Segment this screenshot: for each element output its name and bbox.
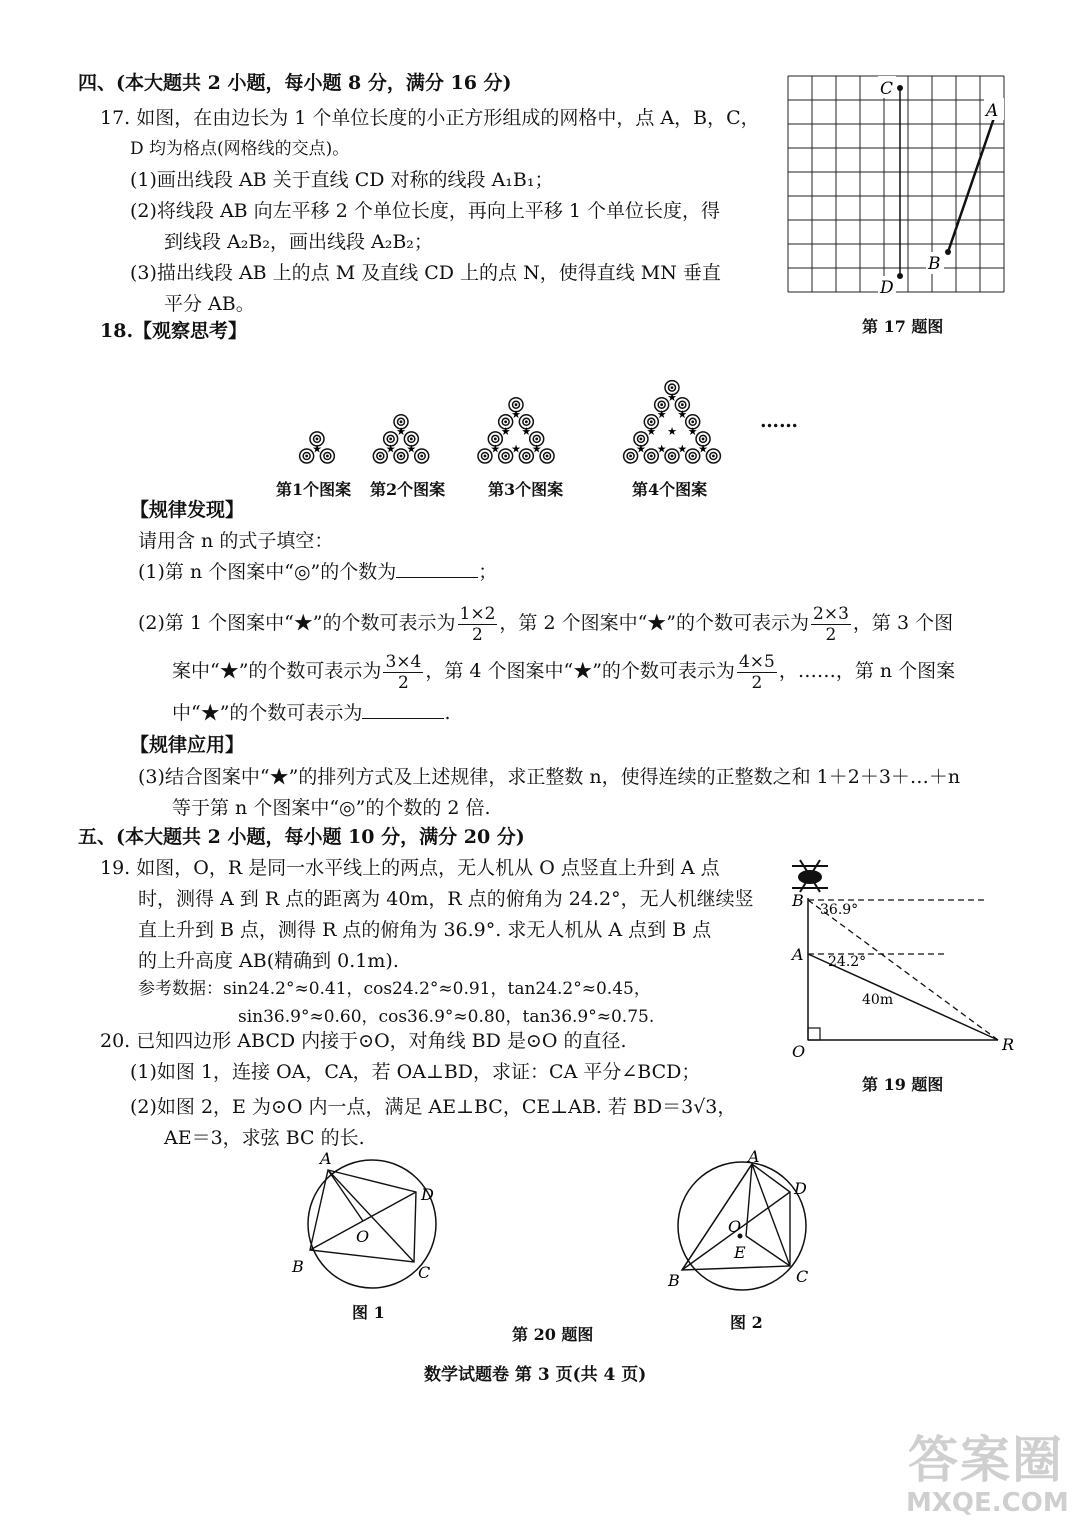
point-c <box>897 85 903 91</box>
label-a: A <box>748 1148 760 1166</box>
label-a: A <box>986 101 999 121</box>
q17-figure-caption: 第 17 题图 <box>862 317 944 336</box>
svg-text:★: ★ <box>667 391 677 405</box>
q18-part2-line3: 中“★”的个数可表示为 . <box>172 702 451 724</box>
point-b <box>945 249 951 255</box>
label-a: A <box>320 1149 332 1168</box>
q20-part2-cont: AE＝3，求弦 BC 的长. <box>164 1127 365 1149</box>
discover-heading: 【规律发现】 <box>130 499 245 521</box>
q18-part2-line2: 案中“★”的个数可表示为 $\frac{3\times 4}{2}$ ，第 4 个图案中“★”的个数可表示为 $\frac{4\times 5}{2}$ ，……，第 n 个图案 <box>172 651 956 693</box>
fraction-4: $\frac{4\times 5}{2}$ <box>738 651 775 693</box>
watermark-url: MXQE.COM <box>906 1488 1069 1518</box>
section-4-heading: 四、(本大题共 2 小题，每小题 8 分，满分 16 分) <box>78 72 512 94</box>
q18-part3-cont: 等于第 n 个图案中“◎”的个数的 2 倍. <box>172 797 491 819</box>
svg-text:★: ★ <box>490 442 501 456</box>
q20-part2: (2)如图 2，E 为⊙O 内一点，满足 AE⊥BC，CE⊥AB. 若 BD＝3√3， <box>130 1096 737 1118</box>
q20-figure-caption: 第 20 题图 <box>512 1325 594 1344</box>
label-r: R <box>1002 1035 1015 1054</box>
svg-text:★: ★ <box>500 425 511 439</box>
distance-label: 40m <box>862 992 894 1008</box>
answer-blank-2[interactable] <box>362 700 444 719</box>
q19-line1: 19. 如图，O，R 是同一水平线上的两点，无人机从 O 点竖直上升到 A 点 <box>100 857 720 879</box>
pattern-caption-3: 第3个图案 <box>488 480 564 499</box>
label-b: B <box>792 891 804 910</box>
svg-text:★: ★ <box>646 425 657 439</box>
svg-text:★: ★ <box>698 442 708 456</box>
q17-part2: (2)将线段 AB 向左平移 2 个单位长度，再向上平移 1 个单位长度，得 <box>130 200 721 222</box>
q17-line2: D 均为格点(网格线的交点)。 <box>130 139 350 159</box>
q19-line4: 的上升高度 AB(精确到 0.1m). <box>138 950 399 972</box>
q19-figure-caption: 第 19 题图 <box>862 1075 944 1094</box>
label-a: A <box>792 945 804 964</box>
watermark-logo: 答案圈 <box>908 1431 1064 1489</box>
q17-line1: 17. 如图，在由边长为 1 个单位长度的小正方形组成的网格中，点 A，B，C， <box>100 107 760 129</box>
label-b: B <box>928 254 941 274</box>
q19-reference-data-2: sin36.9°≈0.60，cos36.9°≈0.80，tan36.9°≈0.75. <box>238 1007 655 1027</box>
page-footer: 数学试题卷 第 3 页(共 4 页) <box>424 1365 647 1385</box>
label-d: D <box>421 1185 434 1204</box>
svg-text:★: ★ <box>667 425 677 439</box>
svg-text:★: ★ <box>511 408 521 422</box>
q20-figure-1 <box>280 1148 460 1298</box>
figure-1-caption: 图 1 <box>352 1303 385 1322</box>
q20-figure-2 <box>660 1148 830 1298</box>
q19-line2: 时，测得 A 到 R 点的距离为 40m，R 点的俯角为 24.2°，无人机继续竖 <box>138 888 754 910</box>
q18-instruction: 请用含 n 的式子填空： <box>138 530 334 552</box>
svg-text:★: ★ <box>656 408 667 422</box>
section-5-heading: 五、(本大题共 2 小题，每小题 10 分，满分 20 分) <box>78 826 525 848</box>
svg-text:★: ★ <box>406 442 417 456</box>
fraction-3: $\frac{3\times 4}{2}$ <box>385 651 422 693</box>
label-c: C <box>880 79 894 99</box>
svg-text:★: ★ <box>385 442 396 456</box>
angle-label-1: 36.9° <box>820 902 859 918</box>
q17-part2-cont: 到线段 A₂B₂，画出线段 A₂B₂； <box>164 231 433 253</box>
q19-figure <box>770 850 1030 1070</box>
q18-patterns <box>270 340 830 500</box>
pattern-caption-4: 第4个图案 <box>632 480 708 499</box>
drone-icon <box>792 860 828 892</box>
label-o: O <box>792 1042 806 1061</box>
pattern-caption-2: 第2个图案 <box>370 480 446 499</box>
label-c: C <box>418 1263 431 1282</box>
q18-part2-line1: (2)第 1 个图案中“★”的个数可表示为 $\frac{1\times 2}{2}$ ，第 2 个图案中“★”的个数可表示为 $\frac{2\times 3}{2}$ ，第 3 个图 <box>138 603 954 645</box>
figure-2-caption: 图 2 <box>730 1313 763 1332</box>
q17-part1: (1)画出线段 AB 关于直线 CD 对称的线段 A₁B₁； <box>130 169 554 191</box>
fraction-2: $\frac{2\times 3}{2}$ <box>813 603 849 645</box>
q17-grid-figure <box>780 68 1030 304</box>
label-d: D <box>794 1179 807 1198</box>
q17-part3-cont: 平分 AB。 <box>164 293 255 315</box>
label-b: B <box>292 1257 304 1276</box>
point-d <box>897 273 903 279</box>
label-c: C <box>796 1267 809 1286</box>
svg-text:★: ★ <box>531 442 542 456</box>
answer-blank-1[interactable] <box>396 559 478 578</box>
q18-part1: (1)第 n 个图案中“◎”的个数为 ； <box>138 561 498 583</box>
q20-line1: 20. 已知四边形 ABCD 内接于⊙O，对角线 BD 是⊙O 的直径. <box>100 1030 627 1052</box>
svg-text:★: ★ <box>677 442 688 456</box>
q19-line3: 直上升到 B 点，测得 R 点的俯角为 36.9°. 求无人机从 A 点到 B 点 <box>138 919 712 941</box>
q17-part3: (3)描出线段 AB 上的点 M 及直线 CD 上的点 N，使得直线 MN 垂直 <box>130 262 721 284</box>
pattern-ellipsis: …… <box>760 410 798 432</box>
label-e: E <box>734 1243 746 1262</box>
svg-text:★: ★ <box>312 442 322 456</box>
label-o: O <box>728 1217 742 1236</box>
fraction-1: $\frac{1\times 2}{2}$ <box>459 603 496 645</box>
q20-part1: (1)如图 1，连接 OA，CA，若 OA⊥BD，求证：CA 平分∠BCD； <box>130 1061 701 1083</box>
svg-text:★: ★ <box>636 442 646 456</box>
label-o: O <box>356 1227 370 1246</box>
segment-ab <box>948 112 996 252</box>
label-b: B <box>668 1271 680 1290</box>
q18-part3: (3)结合图案中“★”的排列方式及上述规律，求正整数 n，使得连续的正整数之和 1＋2＋3＋…＋n <box>138 766 961 788</box>
svg-text:★: ★ <box>656 442 667 456</box>
label-d: D <box>880 278 894 298</box>
pattern-caption-1: 第1个图案 <box>276 480 352 499</box>
q19-reference-data-1: 参考数据：sin24.2°≈0.41，cos24.2°≈0.91，tan24.2°≈0.45， <box>138 979 651 999</box>
svg-text:★: ★ <box>677 408 688 422</box>
apply-heading: 【规律应用】 <box>130 734 245 756</box>
svg-text:★: ★ <box>511 442 521 456</box>
svg-text:★: ★ <box>687 425 698 439</box>
svg-text:★: ★ <box>396 425 406 439</box>
angle-label-2: 24.2° <box>828 954 867 970</box>
q18-heading: 18.【观察思考】 <box>100 320 248 342</box>
svg-text:★: ★ <box>521 425 532 439</box>
